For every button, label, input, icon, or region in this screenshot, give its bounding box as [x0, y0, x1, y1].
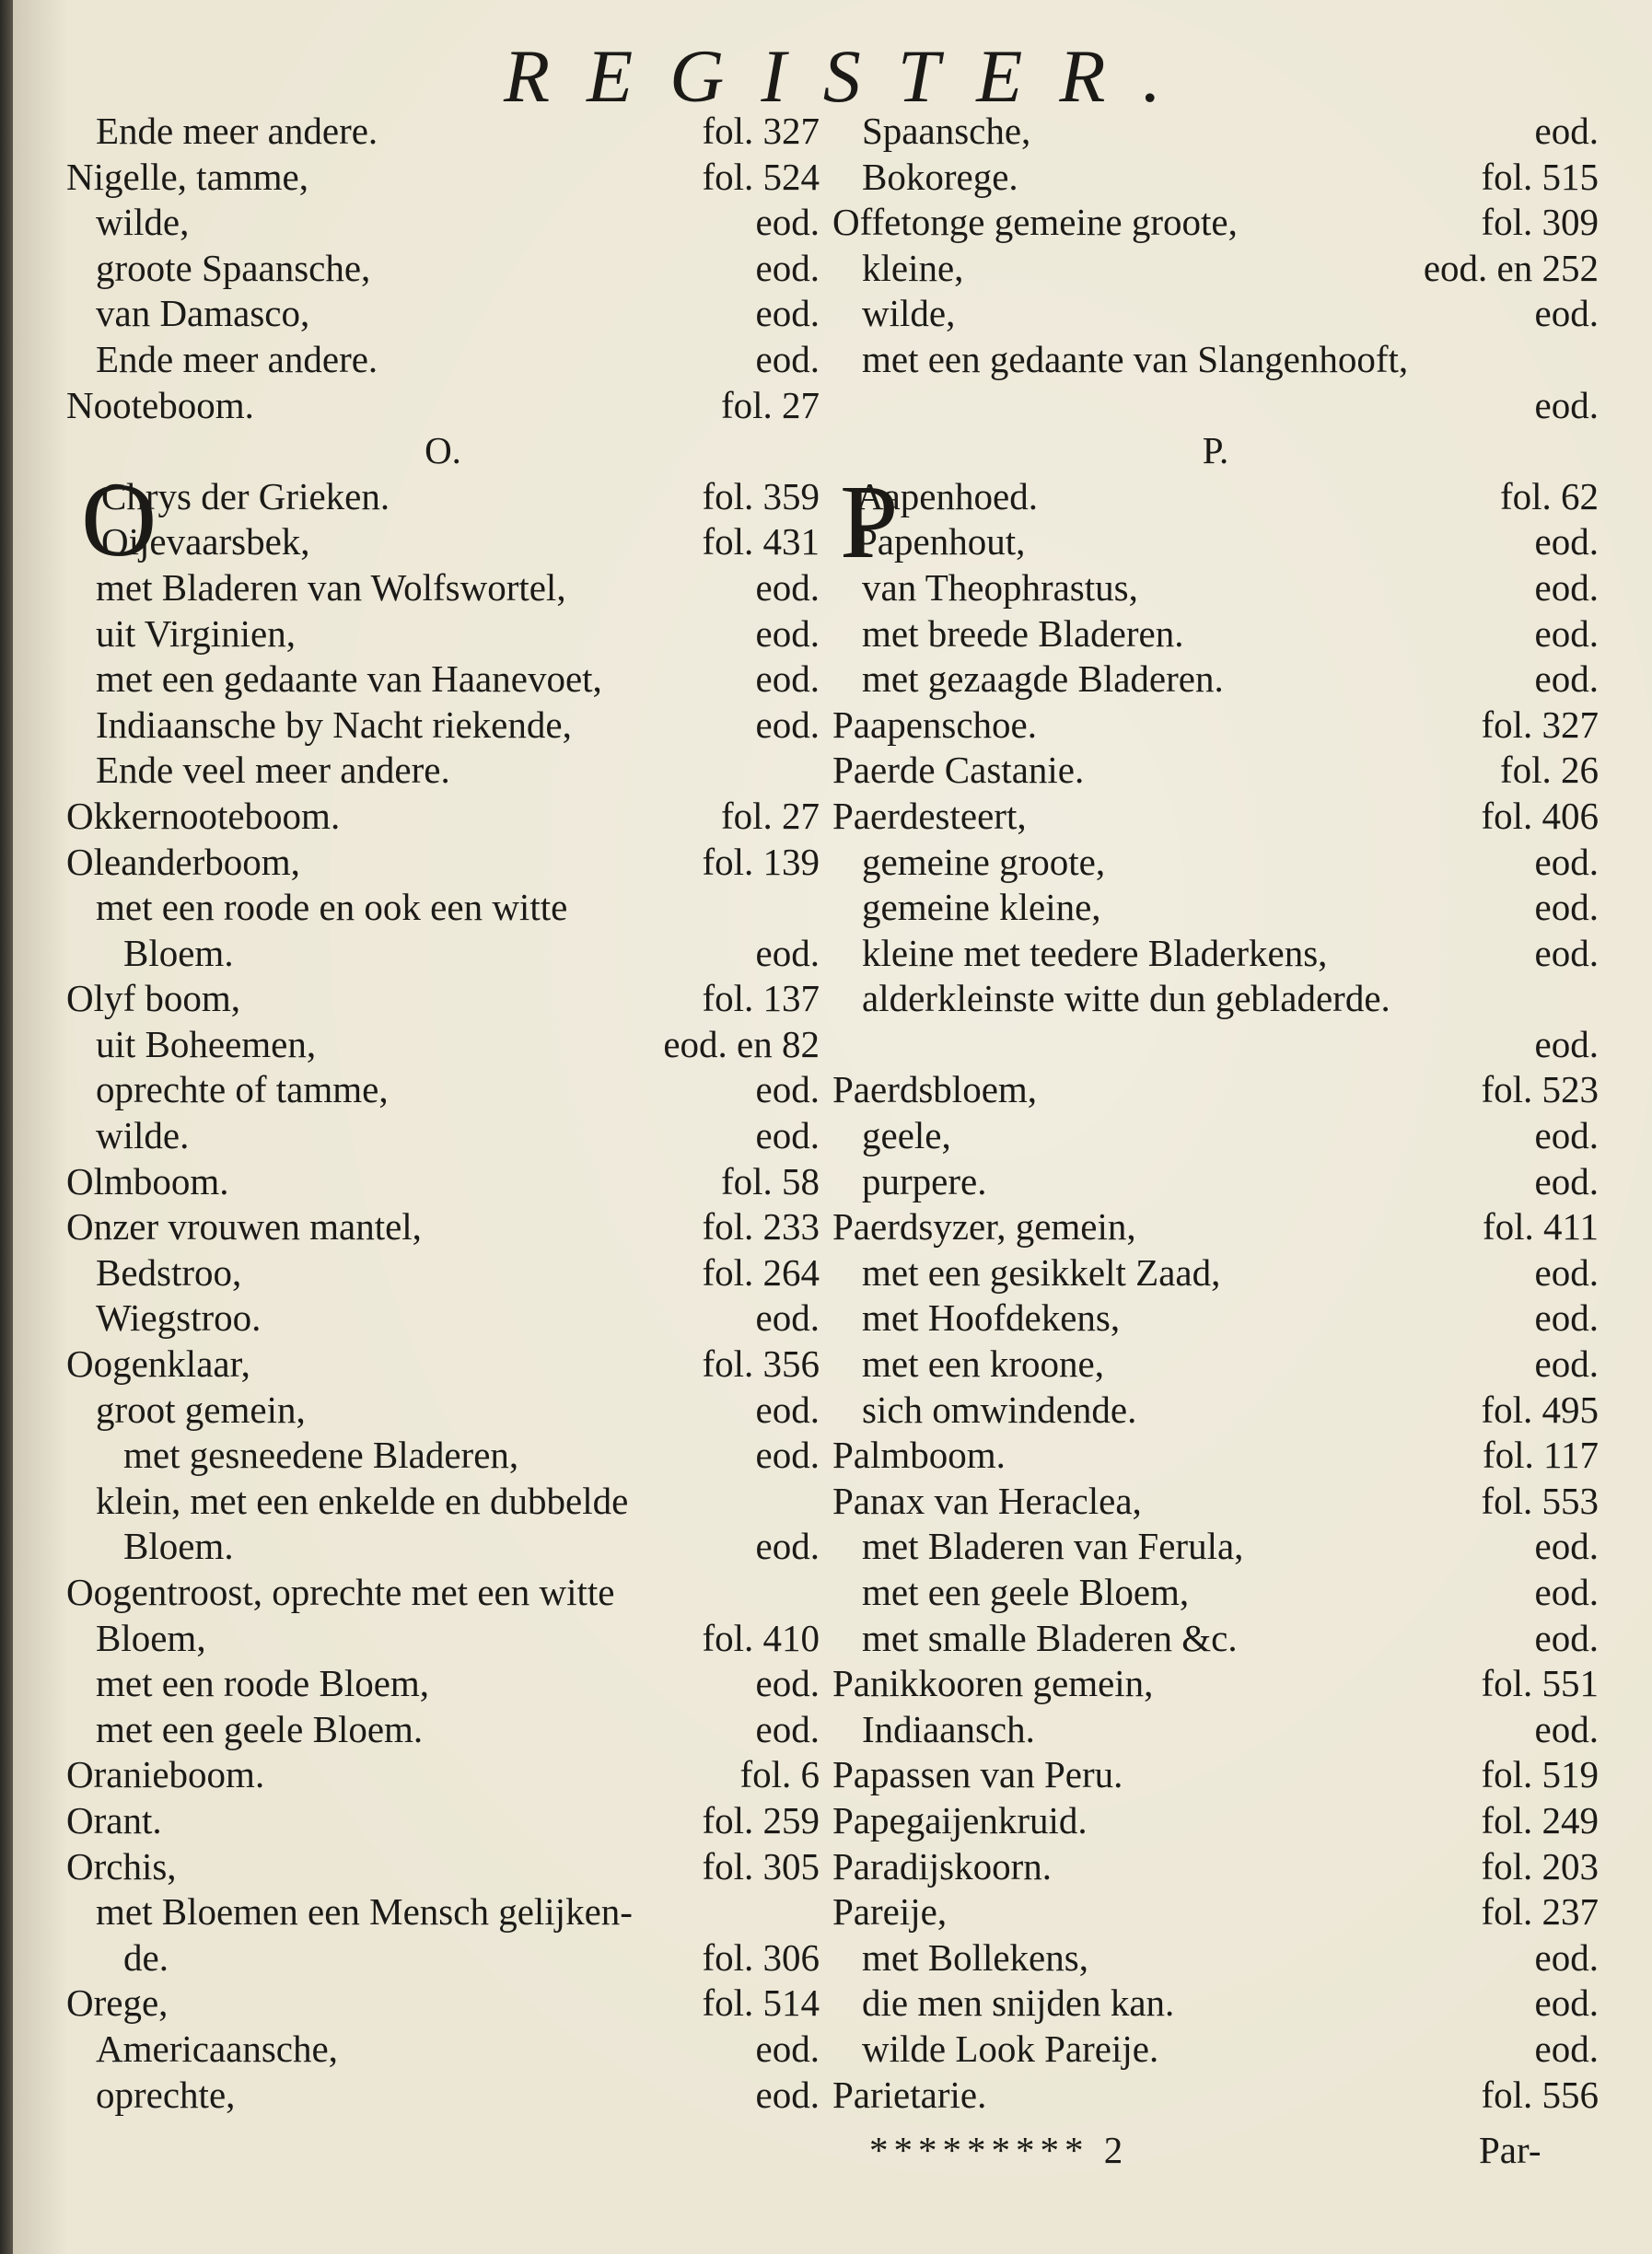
entry-folio-reference: eod. [1534, 565, 1599, 609]
entry-folio-reference: eod. [1534, 1981, 1599, 2025]
entry-term: Paerdesteert, [832, 794, 1027, 837]
entry-term: kleine, [862, 246, 964, 289]
entry-term: Panikkooren gemein, [832, 1662, 1154, 1705]
entry-term: met een gedaante van Slangenhooft, [862, 337, 1409, 380]
index-entry [832, 840, 1599, 886]
entry-folio-reference: fol. 411 [1482, 1205, 1599, 1249]
entry-folio-reference: fol. 137 [702, 977, 820, 1020]
entry-term: van Theophrastus, [862, 565, 1138, 609]
entry-term: Panax van Heraclea, [832, 1479, 1142, 1522]
entry-folio-reference: eod. [1534, 1022, 1599, 1065]
entry-folio-reference: fol. 327 [1481, 703, 1599, 746]
index-entry [832, 1935, 1599, 1981]
entry-term: met gezaagde Bladeren. [862, 657, 1224, 701]
entry-term: Oijevaarsbek, [101, 520, 310, 564]
entry-folio-reference: eod. en 82 [663, 1022, 820, 1065]
index-entry [66, 1067, 820, 1113]
entry-folio-reference: eod. [755, 565, 820, 609]
entry-term: met een roode Bloem, [96, 1662, 430, 1705]
entry-term: Papegaijenkruid. [832, 1798, 1088, 1842]
entry-folio-reference: fol. 249 [1481, 1798, 1599, 1842]
index-entry [832, 885, 1599, 931]
index-entry [66, 794, 820, 840]
entry-term: purpere. [862, 1159, 987, 1203]
entry-term: Bokorege. [862, 155, 1018, 198]
index-entry [66, 1342, 820, 1388]
entry-term: Orchis, [66, 1844, 177, 1888]
index-entry [66, 656, 820, 703]
entry-term: met een kroone, [862, 1342, 1104, 1386]
entry-term: wilde, [96, 201, 190, 244]
entry-term: Offetonge gemeine groote, [832, 201, 1238, 244]
entry-folio-reference: eod. [755, 1068, 820, 1111]
index-entry [66, 2073, 820, 2119]
index-entry [832, 246, 1599, 292]
entry-term: Indiaansch. [862, 1707, 1035, 1750]
index-entry [832, 1981, 1599, 2027]
entry-folio-reference: eod. [755, 1114, 820, 1157]
entry-folio-reference: eod. [1534, 931, 1599, 974]
entry-folio-reference: eod. [755, 931, 820, 974]
index-entry [66, 885, 820, 931]
index-entry [832, 931, 1599, 977]
entry-term: met Bladeren van Wolfswortel, [96, 565, 566, 609]
entry-term: Paerdsbloem, [832, 1068, 1038, 1111]
entry-folio-reference: eod. en 252 [1423, 246, 1599, 289]
entry-folio-reference: eod. [755, 2027, 820, 2070]
entry-term: Oleanderboom, [66, 840, 300, 883]
entry-term: Nooteboom. [66, 383, 254, 426]
entry-folio-reference: eod. [1534, 1935, 1599, 1979]
signature-mark: ********* 2 [869, 2129, 1129, 2171]
entry-term: Chrys der Grieken. [101, 474, 390, 517]
entry-folio-reference: eod. [1534, 1250, 1599, 1294]
entry-folio-reference: fol. 359 [702, 474, 820, 517]
index-entry [832, 1159, 1599, 1205]
entry-term: uit Boheemen, [96, 1022, 317, 1065]
index-column-left [66, 109, 820, 2118]
entry-folio-reference: eod. [755, 1662, 820, 1705]
entry-term: Bedstroo, [96, 1250, 242, 1294]
entry-term: Okkernooteboom. [66, 794, 341, 837]
entry-term: Spaansche, [862, 110, 1031, 152]
entry-term: met een gedaante van Haanevoet, [96, 657, 602, 701]
index-entry [832, 1752, 1599, 1798]
index-entry [66, 840, 820, 886]
entry-folio-reference: eod. [755, 1296, 820, 1340]
entry-term: oprechte of tamme, [96, 1068, 389, 1111]
index-entry [66, 1524, 820, 1570]
index-entry [832, 1250, 1599, 1296]
entry-term: groote Spaansche, [96, 246, 371, 289]
index-entry [66, 1433, 820, 1479]
entry-term: Ende meer andere. [96, 110, 378, 152]
index-entry [66, 155, 820, 201]
entry-folio-reference: eod. [1534, 292, 1599, 335]
entry-folio-reference: eod. [755, 337, 820, 380]
entry-folio-reference: eod. [755, 1707, 820, 1750]
entry-folio-reference: fol. 523 [1481, 1068, 1599, 1111]
register-page [13, 0, 1652, 2254]
index-entry [832, 109, 1599, 155]
entry-term: Onzer vrouwen mantel, [66, 1205, 422, 1249]
entry-term: de. [123, 1935, 169, 1979]
entry-term: Pareije, [832, 1890, 948, 1934]
index-entry [832, 1204, 1599, 1250]
page-title: REGISTER. [504, 34, 1198, 118]
entry-folio-reference: fol. 356 [702, 1342, 820, 1386]
entry-folio-reference: eod. [1534, 1707, 1599, 1750]
entry-term: oprechte, [96, 2073, 236, 2116]
entry-folio-reference: eod. [755, 246, 820, 289]
index-entry [832, 1524, 1599, 1570]
index-entry [832, 1661, 1599, 1707]
index-entry [832, 337, 1599, 383]
entry-term: Oogentroost, oprechte met een witte [66, 1571, 615, 1613]
entry-folio-reference: fol. 58 [720, 1159, 820, 1203]
entry-folio-reference: eod. [1534, 520, 1599, 564]
index-entry [66, 1204, 820, 1250]
index-entry [66, 1113, 820, 1159]
entry-term: Bloem, [96, 1616, 206, 1659]
index-entry [66, 1798, 820, 1844]
entry-term: alderkleinste witte dun gebladerde. [862, 977, 1390, 1020]
index-column-right [832, 109, 1599, 2118]
index-entry [66, 1935, 820, 1981]
entry-folio-reference: eod. [755, 1434, 820, 1477]
index-entry [832, 1113, 1599, 1159]
index-entry [832, 976, 1599, 1022]
entry-term: Aapenhoed. [856, 474, 1038, 517]
index-entry [832, 1295, 1599, 1342]
entry-folio-reference: fol. 551 [1481, 1662, 1599, 1705]
entry-term: Paerdsyzer, gemein, [832, 1205, 1136, 1249]
entry-folio-reference: eod. [755, 611, 820, 655]
index-entry [66, 200, 820, 246]
section-letter-heading [66, 428, 820, 474]
index-entry [66, 1661, 820, 1707]
index-entry [832, 611, 1599, 657]
entry-folio-reference: eod. [1534, 840, 1599, 883]
index-entry [832, 2073, 1599, 2119]
entry-term: Olmboom. [66, 1159, 229, 1203]
entry-folio-reference: fol. 553 [1481, 1479, 1599, 1522]
index-entry [832, 383, 1599, 429]
index-entry [832, 1479, 1599, 1525]
index-entry [66, 2027, 820, 2073]
entry-folio-reference: eod. [1534, 657, 1599, 701]
entry-term: groot gemein, [96, 1388, 306, 1431]
entry-term: met een geele Bloem. [96, 1707, 424, 1750]
entry-folio-reference: eod. [1534, 1296, 1599, 1340]
entry-term: wilde. [96, 1114, 190, 1157]
entry-folio-reference: fol. 305 [702, 1844, 820, 1888]
entry-folio-reference: fol. 259 [702, 1798, 820, 1842]
entry-term: kleine met teedere Bladerkens, [862, 931, 1328, 974]
entry-term: Palmboom. [832, 1434, 1006, 1477]
entry-term: met Bollekens, [862, 1935, 1088, 1979]
entry-term: geele, [862, 1114, 951, 1157]
entry-term: Orant. [66, 1798, 162, 1842]
entry-folio-reference: eod. [1534, 1159, 1599, 1203]
index-entry [832, 1616, 1599, 1662]
index-entry [66, 703, 820, 749]
index-entry [832, 794, 1599, 840]
entry-folio-reference: eod. [755, 703, 820, 746]
entry-term: Paapenschoe. [832, 703, 1037, 746]
entry-term: met gesneedene Bladeren, [123, 1434, 519, 1477]
entry-term: Bloem. [123, 931, 234, 974]
entry-term: wilde Look Pareije. [862, 2027, 1159, 2070]
index-entry [66, 291, 820, 337]
entry-folio-reference: eod. [755, 657, 820, 701]
index-entry [66, 519, 820, 565]
entry-term: Oogenklaar, [66, 1342, 250, 1386]
index-entry [66, 1616, 820, 1662]
entry-term: Ende veel meer andere. [96, 749, 450, 792]
index-entry [832, 1388, 1599, 1434]
index-entry [66, 748, 820, 794]
entry-folio-reference: eod. [1534, 1525, 1599, 1568]
entry-folio-reference: fol. 406 [1481, 794, 1599, 837]
index-entry [832, 200, 1599, 246]
entry-term: met een geele Bloem, [862, 1571, 1190, 1613]
entry-term: Nigelle, tamme, [66, 155, 308, 198]
entry-term: O. [425, 429, 461, 472]
section-letter-heading [832, 428, 1599, 474]
index-entry [66, 931, 820, 977]
entry-folio-reference: fol. 309 [1481, 201, 1599, 244]
entry-folio-reference: fol. 410 [702, 1616, 820, 1659]
index-entry [66, 109, 820, 155]
entry-term: Papassen van Peru. [832, 1753, 1123, 1796]
entry-term: Ende meer andere. [96, 337, 378, 380]
entry-folio-reference: fol. 556 [1481, 2073, 1599, 2116]
entry-folio-reference: fol. 117 [1482, 1434, 1599, 1477]
entry-term: wilde, [862, 292, 956, 335]
index-entry [66, 1889, 820, 1935]
entry-term: sich omwindende. [862, 1388, 1137, 1431]
entry-folio-reference: eod. [755, 292, 820, 335]
entry-term: die men snijden kan. [862, 1981, 1175, 2025]
entry-term: uit Virginien, [96, 611, 296, 655]
entry-folio-reference: fol. 139 [702, 840, 820, 883]
entry-folio-reference: fol. 6 [739, 1753, 820, 1796]
index-entry [66, 1479, 820, 1525]
entry-term: met smalle Bladeren &c. [862, 1616, 1238, 1659]
entry-folio-reference: eod. [1534, 1114, 1599, 1157]
index-entry [832, 703, 1599, 749]
entry-folio-reference: fol. 237 [1481, 1890, 1599, 1934]
index-entry [832, 1022, 1599, 1068]
entry-term: Americaansche, [96, 2027, 338, 2070]
entry-folio-reference: fol. 515 [1481, 155, 1599, 198]
index-entry [66, 1295, 820, 1342]
entry-term: met Bloemen een Mensch gelijken- [96, 1890, 633, 1934]
index-entry [66, 1707, 820, 1753]
entry-term: met Bladeren van Ferula, [862, 1525, 1244, 1568]
entry-folio-reference: fol. 306 [702, 1935, 820, 1979]
index-entry [832, 1707, 1599, 1753]
drop-cap-letter: O [81, 460, 157, 578]
entry-folio-reference: eod. [1534, 1342, 1599, 1386]
entry-term: Paerde Castanie. [832, 749, 1085, 792]
entry-folio-reference: fol. 264 [702, 1250, 820, 1294]
entry-term: klein, met een enkelde en dubbelde [96, 1479, 629, 1522]
index-entry [832, 1844, 1599, 1890]
index-entry [832, 291, 1599, 337]
index-entry [66, 246, 820, 292]
entry-term: Indiaansche by Nacht riekende, [96, 703, 572, 746]
entry-term: Olyf boom, [66, 977, 241, 1020]
index-entry [66, 1388, 820, 1434]
index-entry [832, 1067, 1599, 1113]
entry-term: Parietarie. [832, 2073, 987, 2116]
index-entry [66, 1752, 820, 1798]
entry-term: Papenhout, [856, 520, 1026, 564]
entry-folio-reference: fol. 27 [720, 794, 820, 837]
entry-folio-reference: eod. [1534, 383, 1599, 426]
index-entry [66, 611, 820, 657]
index-entry [832, 748, 1599, 794]
index-entry [66, 565, 820, 611]
entry-folio-reference: eod. [1534, 1571, 1599, 1613]
index-entry [832, 656, 1599, 703]
index-entry [66, 1250, 820, 1296]
entry-folio-reference: eod. [1534, 886, 1599, 929]
entry-term: met een roode en ook een witte [96, 886, 568, 929]
entry-folio-reference: fol. 524 [702, 155, 820, 198]
index-entry [832, 519, 1599, 565]
index-entry [832, 155, 1599, 201]
entry-folio-reference: fol. 327 [702, 110, 820, 152]
entry-folio-reference: fol. 26 [1499, 749, 1599, 792]
index-entry [832, 1433, 1599, 1479]
entry-folio-reference: eod. [1534, 611, 1599, 655]
index-entry [66, 976, 820, 1022]
index-entry [832, 2027, 1599, 2073]
binding-gutter [0, 0, 13, 2254]
entry-term: met een gesikkelt Zaad, [862, 1250, 1221, 1294]
index-entry [66, 383, 820, 429]
entry-term: gemeine kleine, [862, 886, 1101, 929]
index-entry [832, 1570, 1599, 1616]
entry-folio-reference: fol. 495 [1481, 1388, 1599, 1431]
entry-term: Paradijskoorn. [832, 1844, 1052, 1888]
entry-folio-reference: eod. [1534, 2027, 1599, 2070]
index-entry [66, 337, 820, 383]
index-entry [832, 565, 1599, 611]
entry-folio-reference: fol. 514 [702, 1981, 820, 2025]
index-entry [832, 1342, 1599, 1388]
entry-term: van Damasco, [96, 292, 310, 335]
entry-term: Oranieboom. [66, 1753, 265, 1796]
index-entry [66, 1022, 820, 1068]
entry-folio-reference: eod. [755, 1525, 820, 1568]
entry-folio-reference: eod. [1534, 1616, 1599, 1659]
index-entry [66, 1844, 820, 1890]
index-entry [66, 1159, 820, 1205]
entry-folio-reference: fol. 62 [1499, 474, 1599, 517]
index-entry [832, 1798, 1599, 1844]
entry-term: Bloem. [123, 1525, 234, 1568]
index-entry [66, 1981, 820, 2027]
entry-folio-reference: fol. 233 [702, 1205, 820, 1249]
entry-folio-reference: fol. 27 [720, 383, 820, 426]
entry-term: gemeine groote, [862, 840, 1106, 883]
entry-folio-reference: eod. [755, 2073, 820, 2116]
entry-folio-reference: eod. [1534, 110, 1599, 152]
entry-term: met breede Bladeren. [862, 611, 1184, 655]
entry-folio-reference: fol. 431 [702, 520, 820, 564]
entry-folio-reference: eod. [755, 201, 820, 244]
entry-term: met Hoofdekens, [862, 1296, 1121, 1340]
catchword: Par- [1479, 2129, 1541, 2171]
entry-term: Wiegstroo. [96, 1296, 262, 1340]
drop-cap-letter: P [840, 462, 899, 580]
entry-term: P. [1202, 429, 1229, 472]
index-entry [66, 1570, 820, 1616]
entry-folio-reference: fol. 203 [1481, 1844, 1599, 1888]
entry-term: Orege, [66, 1981, 169, 2025]
index-entry [832, 1889, 1599, 1935]
entry-folio-reference: eod. [755, 1388, 820, 1431]
entry-folio-reference: fol. 519 [1481, 1753, 1599, 1796]
